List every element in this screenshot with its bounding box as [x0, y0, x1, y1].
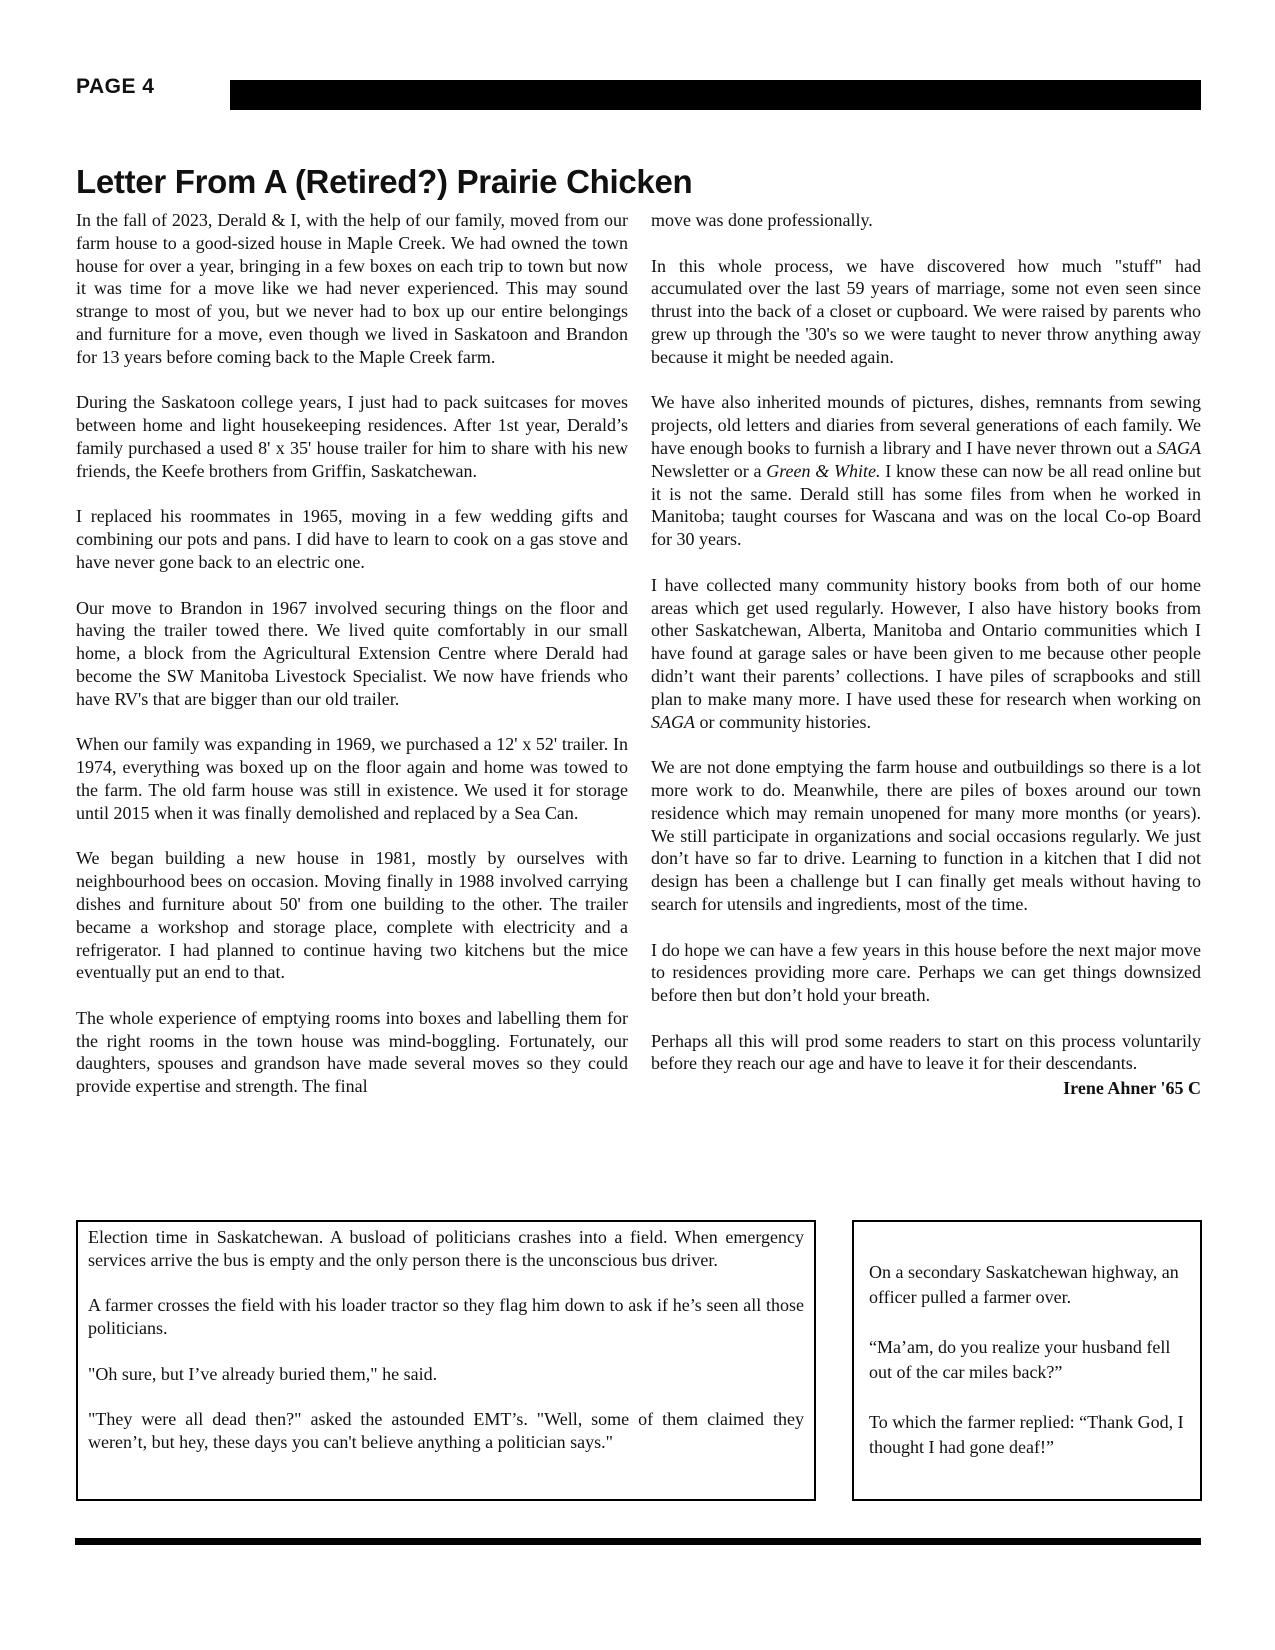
article-paragraph: I replaced his roommates in 1965, moving in a few wedding gifts and combining our pots and pans. I did have to learn to cook on a gas stove and have never gone back to an electric one. — [76, 506, 628, 572]
joke-paragraph: “Ma’am, do you realize your husband fell out of the car miles back?” — [869, 1337, 1171, 1382]
article-paragraph: In this whole process, we have discovered how much "stuff" had accumulated over the last 59 years of marriage, some not even seen since thrust into the back of a closet or cupboard. We were raised by parents who grew up through the '30's so we were taught to never throw anything away because it might be needed again. — [651, 255, 1201, 367]
joke-paragraph: A farmer crosses the field with his loader tractor so they flag him down to ask if he’s seen all those politicians. — [88, 1295, 804, 1339]
article-paragraph: The whole experience of emptying rooms into boxes and labelling them for the right rooms in the town house was mind-boggling. Fortunately, our daughters, spouses and grandson have made several moves so they could provide expertise and strength. The final — [76, 1007, 628, 1097]
footer-rule-bar — [75, 1538, 1201, 1545]
paragraph-text: I have collected many community history books from both of our home areas which get used regularly. However, I also have history books from other Saskatchewan, Alberta, Manitoba and Ontario communities which I have found at garage sales or have been given to me because other people didn’t want their parents’ collections. I have piles of scrapbooks and still plan to make many more. I have used these for research when working on — [651, 574, 1201, 709]
farmer-joke-box — [852, 1220, 1202, 1501]
article-paragraph — [651, 391, 1201, 551]
header-rule-bar — [230, 80, 1201, 110]
article-paragraph: We began building a new house in 1981, mostly by ourselves with neighbourhood bees on occasion. Moving finally in 1988 involved carrying dishes and furniture about 50' from one building to the other. The trailer became a workshop and storage place, complete with electricity and a refrigerator. I had planned to continue having two kitchens but the mice eventually put an end to that. — [76, 848, 628, 983]
joke-paragraph: "They were all dead then?" asked the astounded EMT’s. "Well, some of them claimed they weren’t, but hey, these days you can't believe anything a politician says." — [88, 1409, 804, 1453]
page-number-label: PAGE 4 — [76, 75, 155, 98]
article-paragraph: In the fall of 2023, Derald & I, with the help of our family, moved from our farm house to a good-sized house in Maple Creek. We had owned the town house for over a year, bringing in a few boxes on each trip to town but now it was time for a move like we had never experienced. This may sound strange to most of you, but we never had to box up our entire belongings and furniture for a move, even though we lived in Saskatoon and Brandon for 13 years before coming back to the Maple Creek farm. — [76, 210, 628, 367]
paragraph-text: or community histories. — [695, 711, 871, 732]
article-paragraph: We are not done emptying the farm house and outbuildings so there is a lot more work to do. Meanwhile, there are piles of boxes around our town residence which may remain unopened for many more months (or years). We still participate in organizations and social occasions regularly. We just don’t have so far to drive. Learning to function in a kitchen that I did not design has been a challenge but I can finally get meals without having to search for utensils and ingredients, most of the time. — [651, 757, 1201, 914]
author-signature: Irene Ahner '65 C — [1063, 1078, 1201, 1099]
paragraph-text: We have also inherited mounds of pictures, dishes, remnants from sewing projects, old letters and diaries from several generations of each family. We have enough books to furnish a library and I have never thrown out a — [651, 392, 1201, 458]
article-right-column — [651, 209, 1201, 1100]
paragraph-text: Newsletter or a — [651, 460, 767, 481]
article-paragraph: Our move to Brandon in 1967 involved securing things on the floor and having the trailer towed there. We lived quite comfortably in our small home, a block from the Agricultural Extension Centre where Derald had become the SW Manitoba Livestock Specialist. We now have friends who have RV's that are bigger than our old trailer. — [76, 597, 628, 709]
joke-paragraph: "Oh sure, but I’ve already buried them," he said. — [88, 1363, 438, 1384]
joke-paragraph: On a secondary Saskatchewan highway, an officer pulled a farmer over. — [869, 1262, 1179, 1307]
article-title: Letter From A (Retired?) Prairie Chicken — [76, 163, 693, 200]
paragraph-text: I know these can now be all read online but it is not the same. Derald still has some files from when he worked in Manitoba; taught courses for Wascana and was on the local Co-op Board for 30 years. — [651, 460, 1201, 550]
article-paragraph: When our family was expanding in 1969, we purchased a 12' x 52' trailer. In 1974, everything was boxed up on the floor again and home was towed to the farm. The old farm house was still in existence. We used it for storage until 2015 when it was finally demolished and replaced by a Sea Can. — [76, 734, 628, 823]
article-paragraph: I do hope we can have a few years in this house before the next major move to residences providing more care. Perhaps we can get things downsized before then but don’t hold your breath. — [651, 939, 1201, 1006]
article-left-column — [76, 209, 628, 1121]
article-paragraph: Perhaps all this will prod some readers to start on this process voluntarily before they reach our age and have to leave it for their descendants. — [651, 1030, 1201, 1074]
article-paragraph — [651, 574, 1201, 734]
saga-title-italic: SAGA — [1157, 437, 1201, 458]
green-white-title-italic: Green & White. — [766, 460, 881, 481]
politician-joke-box — [76, 1220, 816, 1501]
article-paragraph-continuation: move was done professionally. — [651, 210, 873, 230]
article-paragraph: During the Saskatoon college years, I just had to pack suitcases for moves between home and light housekeeping residences. After 1st year, Derald’s family purchased a used 8' x 35' house trailer for him to share with his new friends, the Keefe brothers from Griffin, Saskatchewan. — [76, 392, 628, 481]
joke-paragraph: To which the farmer replied: “Thank God, I thought I had gone deaf!” — [869, 1412, 1184, 1457]
joke-paragraph: Election time in Saskatchewan. A busload of politicians crashes into a field. When emergency services arrive the bus is empty and the only person there is the unconscious bus driver. — [88, 1227, 804, 1270]
saga-title-italic: SAGA — [651, 711, 695, 732]
